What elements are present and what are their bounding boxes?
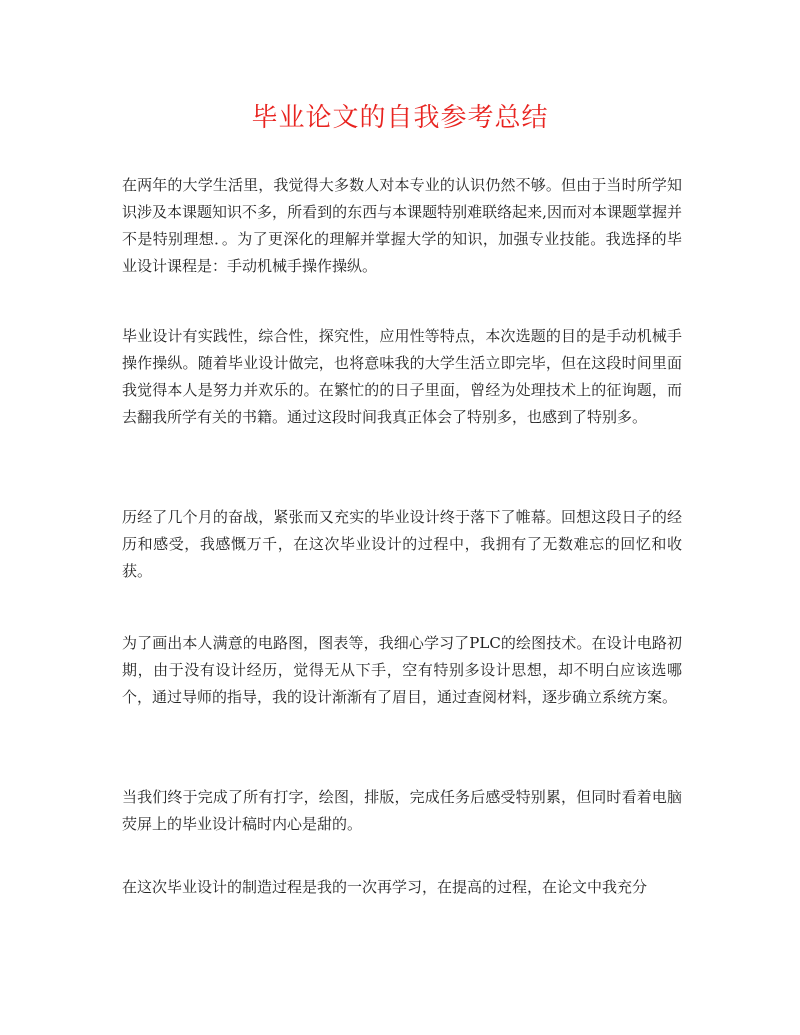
paragraph-5: 当我们终于完成了所有打字，绘图，排版，完成任务后感受特别累，但同时看着电脑荧屏上的毕业设计稿时内心是甜的。 [122, 788, 682, 833]
paragraph-6: 在这次毕业设计的制造过程是我的一次再学习，在提高的过程，在论文中我充分 [122, 878, 648, 896]
paragraph-2: 毕业设计有实践性，综合性，探究性，应用性等特点，本次选题的目的是手动机械手操作操纵。随着毕业设计做完，也将意味我的大学生活立即完毕，但在这段时间里面我觉得本人是努力并欢乐的。在繁忙的的日子里面，曾经为处理技术上的征询题，而去翻我所学有关的书籍。通过这段时间我真正体会了特别多，也感到了特别多。 [122, 327, 682, 426]
paragraph-1: 在两年的大学生活里，我觉得大多数人对本专业的认识仍然不够。但由于当时所学知识涉及本课题知识不多，所看到的东西与本课题特别难联络起来,因而对本课题掌握并不是特别理想．。为了更深化的理解并掌握大学的知识，加强专业技能。我选择的毕业设计课程是：手动机械手操作操纵。 [122, 176, 682, 275]
document-title: 毕业论文的自我参考总结 [251, 103, 549, 133]
paragraph-4: 为了画出本人满意的电路图，图表等，我细心学习了PLC的绘图技术。在设计电路初期，由于没有设计经历，觉得无从下手，空有特别多设计思想，却不明白应该选哪个，通过导师的指导，我的设计渐渐有了眉目，通过查阅材料，逐步确立系统方案。 [122, 634, 682, 706]
paragraph-3: 历经了几个月的奋战，紧张而又充实的毕业设计终于落下了帷幕。回想这段日子的经历和感受，我感慨万千，在这次毕业设计的过程中，我拥有了无数难忘的回忆和收获。 [122, 508, 682, 580]
